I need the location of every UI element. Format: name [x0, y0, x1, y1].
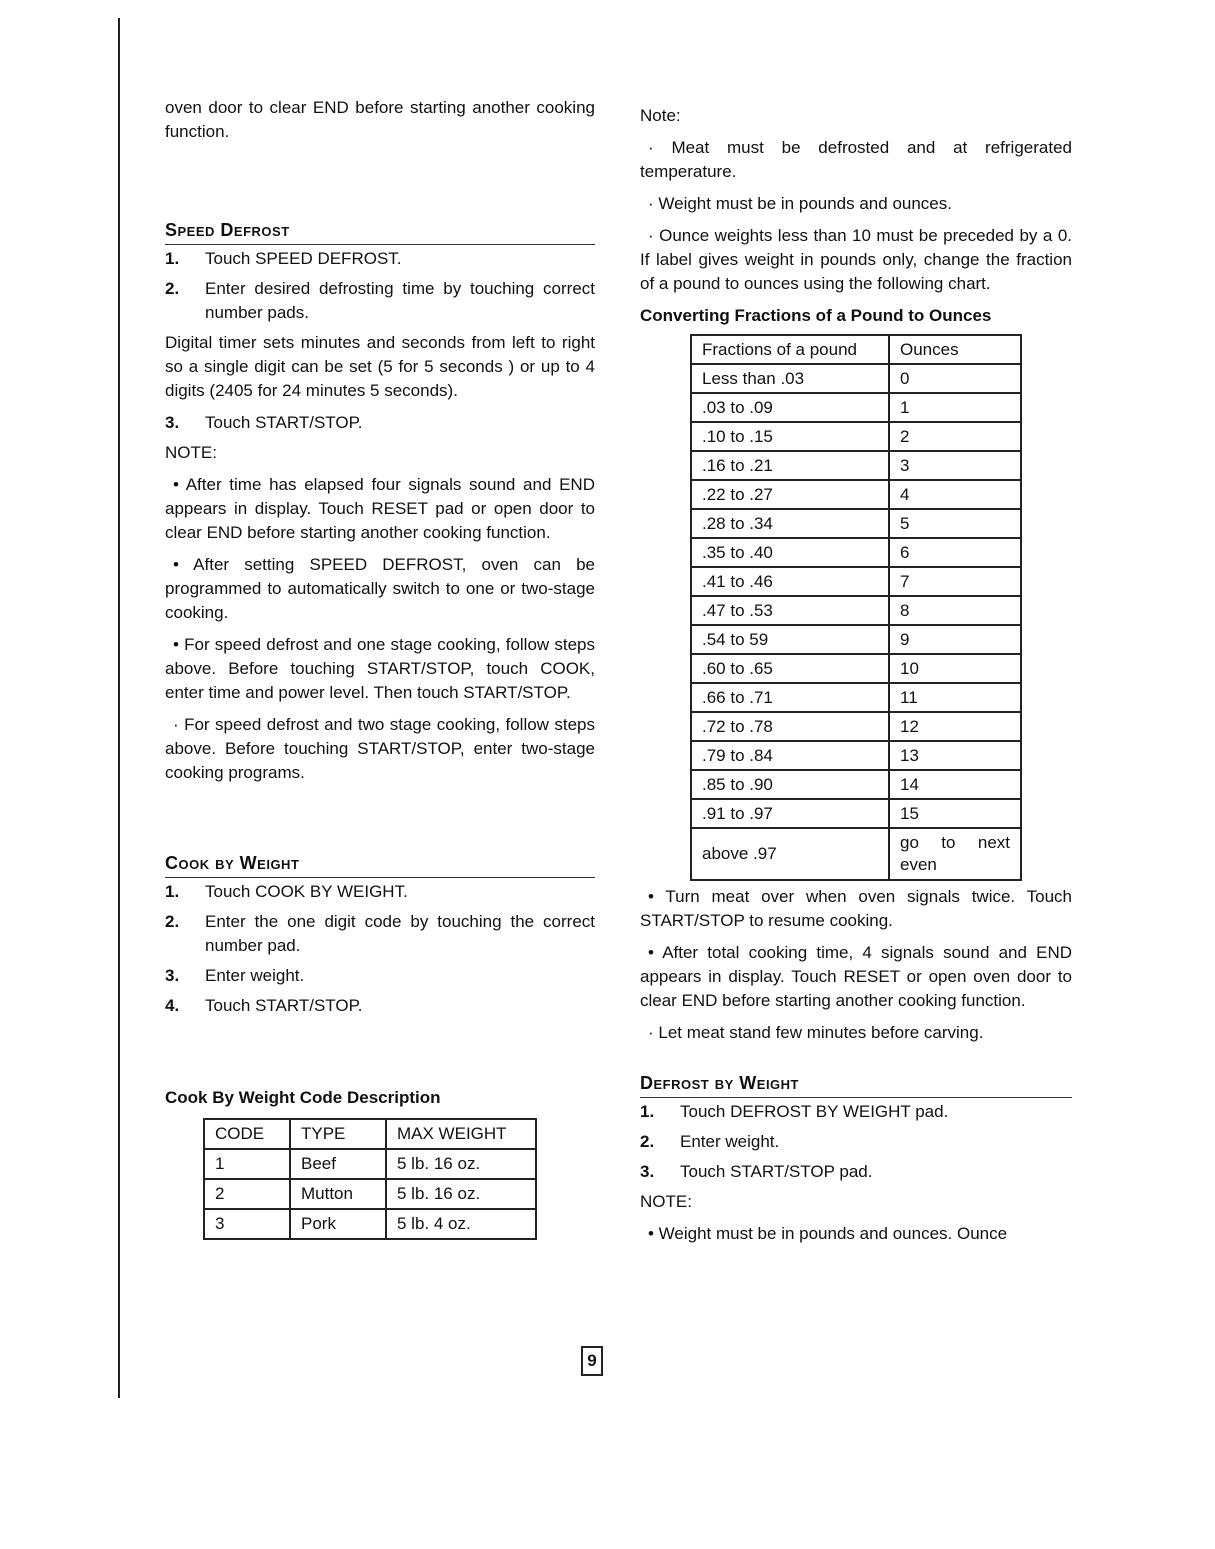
- cook-by-weight-steps: [165, 880, 595, 1018]
- note-bullet: • After time has elapsed four signals sound and END appears in display. Touch RESET pad or open door to clear END before starting another cooking function.: [165, 475, 595, 542]
- step-number: 2.: [165, 912, 180, 931]
- table-cell: 2: [204, 1179, 290, 1209]
- table-cell: .03 to .09: [691, 393, 889, 422]
- right-column: [640, 104, 1072, 1254]
- step-item: [640, 1160, 1072, 1184]
- column-header: Fractions of a pound: [691, 335, 889, 364]
- table-row: [691, 596, 1021, 625]
- defrost-by-weight-steps: [640, 1100, 1072, 1184]
- after-note: • Turn meat over when oven signals twice. Touch START/STOP to resume cooking.: [640, 887, 1072, 930]
- table-cell: .22 to .27: [691, 480, 889, 509]
- table-row: [691, 538, 1021, 567]
- table-cell: 9: [889, 625, 1021, 654]
- table-cell: .91 to .97: [691, 799, 889, 828]
- column-header: TYPE: [290, 1119, 386, 1149]
- table-cell: .35 to .40: [691, 538, 889, 567]
- step-number: 1.: [640, 1102, 655, 1121]
- note-label: NOTE:: [165, 443, 217, 462]
- step-item: [165, 964, 595, 988]
- table-cell: 15: [889, 799, 1021, 828]
- table-row: [691, 393, 1021, 422]
- code-table-title: Cook By Weight Code Description: [165, 1088, 441, 1107]
- table-cell: 5 lb. 16 oz.: [386, 1149, 536, 1179]
- table-cell: Less than .03: [691, 364, 889, 393]
- step-text: Enter weight.: [205, 966, 305, 985]
- table-cell: .16 to .21: [691, 451, 889, 480]
- table-cell: 2: [889, 422, 1021, 451]
- step-text: Touch START/STOP.: [205, 413, 363, 432]
- note-bullet: · For speed defrost and two stage cooking, follow steps above. Before touching START/STOP, enter two-stage cooking programs.: [165, 715, 595, 782]
- intro-text: oven door to clear END before starting another cooking function.: [165, 98, 595, 141]
- table-cell: 3: [204, 1209, 290, 1239]
- step-number: 1.: [165, 249, 180, 268]
- step-number: 3.: [640, 1162, 655, 1181]
- table-cell: .47 to .53: [691, 596, 889, 625]
- table-cell: 1: [204, 1149, 290, 1179]
- note-bullet: • Weight must be in pounds and ounces. Ounce: [648, 1224, 1008, 1243]
- heading-rule: [165, 877, 595, 878]
- step-item: [165, 910, 595, 958]
- conversion-table-title: Converting Fractions of a Pound to Ounces: [640, 306, 992, 325]
- table-cell: 8: [889, 596, 1021, 625]
- timer-paragraph: Digital timer sets minutes and seconds from left to right so a single digit can be set (5 for 5 seconds ) or up to 4 digits (2405 for 24 minutes 5 seconds).: [165, 333, 595, 400]
- step-item: [165, 247, 595, 271]
- table-cell: 5 lb. 16 oz.: [386, 1179, 536, 1209]
- table-row: [691, 741, 1021, 770]
- table-cell: Beef: [290, 1149, 386, 1179]
- table-cell: 11: [889, 683, 1021, 712]
- step-text: Touch START/STOP pad.: [680, 1162, 873, 1181]
- table-cell: 14: [889, 770, 1021, 799]
- after-note: • After total cooking time, 4 signals sound and END appears in display. Touch RESET or open oven door to clear END before starting another cooking function.: [640, 943, 1072, 1010]
- step-number: 2.: [640, 1132, 655, 1151]
- conversion-table: [690, 334, 1022, 881]
- table-row: [691, 451, 1021, 480]
- table-cell: .60 to .65: [691, 654, 889, 683]
- table-cell: .79 to .84: [691, 741, 889, 770]
- table-row: [204, 1179, 536, 1209]
- table-cell: 7: [889, 567, 1021, 596]
- table-cell: above .97: [691, 828, 889, 880]
- step-number: 3.: [165, 413, 180, 432]
- table-cell: 0: [889, 364, 1021, 393]
- table-row: [691, 480, 1021, 509]
- step-text: Touch SPEED DEFROST.: [205, 249, 402, 268]
- table-cell: Mutton: [290, 1179, 386, 1209]
- column-header: CODE: [204, 1119, 290, 1149]
- heading-rule: [165, 244, 595, 245]
- table-cell: .41 to .46: [691, 567, 889, 596]
- step-text: Enter desired defrosting time by touching correct number pads.: [205, 279, 595, 322]
- speed-defrost-step3: [165, 411, 595, 435]
- table-row: [691, 712, 1021, 741]
- table-row: [204, 1149, 536, 1179]
- table-cell: 5: [889, 509, 1021, 538]
- step-text: Touch DEFROST BY WEIGHT pad.: [680, 1102, 949, 1121]
- left-column: [165, 96, 595, 1240]
- column-header: MAX WEIGHT: [386, 1119, 536, 1149]
- step-item: [165, 994, 595, 1018]
- table-cell: .66 to .71: [691, 683, 889, 712]
- heading-rule: [640, 1097, 1072, 1098]
- table-cell: .72 to .78: [691, 712, 889, 741]
- note-bullet: • After setting SPEED DEFROST, oven can be programmed to automatically switch to one or two-stage cooking.: [165, 555, 595, 622]
- table-row: [204, 1209, 536, 1239]
- table-cell: 13: [889, 741, 1021, 770]
- speed-defrost-heading: Speed Defrost: [165, 220, 290, 240]
- table-cell: .10 to .15: [691, 422, 889, 451]
- page-number: 9: [581, 1346, 603, 1376]
- step-number: 2.: [165, 279, 180, 298]
- after-note: · Let meat stand few minutes before carving.: [648, 1023, 984, 1042]
- step-text: Enter the one digit code by touching the correct number pad.: [205, 912, 595, 955]
- table-cell: .85 to .90: [691, 770, 889, 799]
- step-item: [165, 880, 595, 904]
- step-number: 1.: [165, 882, 180, 901]
- step-item: [640, 1100, 1072, 1124]
- step-item: [165, 277, 595, 325]
- table-row: [691, 625, 1021, 654]
- table-row: [691, 654, 1021, 683]
- column-header: Ounces: [889, 335, 1021, 364]
- table-row: [691, 828, 1021, 880]
- note-bullet: • For speed defrost and one stage cooking, follow steps above. Before touching START/STOP, touch COOK, enter time and power level. Then touch START/STOP.: [165, 635, 595, 702]
- note-label: Note:: [640, 106, 681, 125]
- note-bullet: · Weight must be in pounds and ounces.: [648, 194, 952, 213]
- note-label: NOTE:: [640, 1192, 692, 1211]
- table-cell: .54 to 59: [691, 625, 889, 654]
- table-row: [691, 509, 1021, 538]
- step-number: 4.: [165, 996, 180, 1015]
- code-table: [203, 1118, 537, 1240]
- defrost-by-weight-heading: Defrost by Weight: [640, 1073, 799, 1093]
- table-cell: 5 lb. 4 oz.: [386, 1209, 536, 1239]
- table-cell: .28 to .34: [691, 509, 889, 538]
- table-row: [691, 799, 1021, 828]
- table-row: [691, 422, 1021, 451]
- table-cell: Pork: [290, 1209, 386, 1239]
- note-bullet: · Ounce weights less than 10 must be preceded by a 0. If label gives weight in pounds only, change the fraction of a pound to ounces using the following chart.: [640, 226, 1072, 293]
- step-text: Enter weight.: [680, 1132, 780, 1151]
- step-item: [640, 1130, 1072, 1154]
- table-header-row: [204, 1119, 536, 1149]
- step-text: Touch START/STOP.: [205, 996, 363, 1015]
- table-row: [691, 770, 1021, 799]
- table-header-row: [691, 335, 1021, 364]
- table-row: [691, 364, 1021, 393]
- table-cell: 6: [889, 538, 1021, 567]
- speed-defrost-steps: [165, 247, 595, 325]
- step-item: [165, 411, 595, 435]
- table-cell: 1: [889, 393, 1021, 422]
- table-cell: 12: [889, 712, 1021, 741]
- step-text: Touch COOK BY WEIGHT.: [205, 882, 408, 901]
- cook-by-weight-heading: Cook by Weight: [165, 853, 300, 873]
- table-row: [691, 683, 1021, 712]
- table-cell: 4: [889, 480, 1021, 509]
- table-cell: 3: [889, 451, 1021, 480]
- table-row: [691, 567, 1021, 596]
- table-cell: go to next even: [889, 828, 1021, 880]
- binder-line: [118, 18, 120, 1398]
- step-number: 3.: [165, 966, 180, 985]
- note-bullet: · Meat must be defrosted and at refrigerated temperature.: [640, 138, 1072, 181]
- table-cell: 10: [889, 654, 1021, 683]
